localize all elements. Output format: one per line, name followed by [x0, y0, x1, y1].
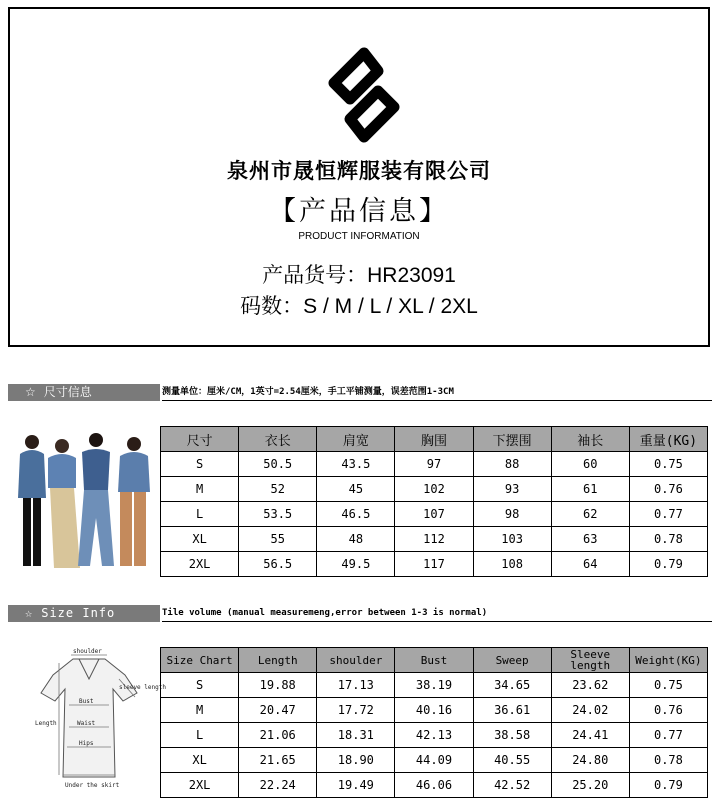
table-cell: 46.06	[395, 773, 473, 798]
table-cell: 49.5	[317, 552, 395, 577]
table-header-row	[161, 427, 708, 452]
table-cell: S	[161, 673, 239, 698]
table-cell: 88	[473, 452, 551, 477]
table-cell: 61	[551, 477, 629, 502]
table-cell: 97	[395, 452, 473, 477]
size-table-cn	[160, 426, 708, 577]
table-cell: 42.13	[395, 723, 473, 748]
table-row	[161, 502, 708, 527]
table-header-row	[161, 648, 708, 673]
diagram-label-hem: Under the skirt	[65, 782, 120, 789]
table-cell: 46.5	[317, 502, 395, 527]
table-cell: 62	[551, 502, 629, 527]
company-name: 泉州市晟恒辉服装有限公司	[227, 158, 491, 183]
table-cell: 112	[395, 527, 473, 552]
table-cell: 53.5	[239, 502, 317, 527]
table-cell: 19.49	[317, 773, 395, 798]
table-cell: 56.5	[239, 552, 317, 577]
table-cell: 64	[551, 552, 629, 577]
table-row	[161, 748, 708, 773]
column-header: Sweep	[473, 648, 551, 673]
table-cell: 42.52	[473, 773, 551, 798]
table-cell: 63	[551, 527, 629, 552]
table-cell: M	[161, 698, 239, 723]
table-row	[161, 552, 708, 577]
table-cell: 24.02	[551, 698, 629, 723]
table-cell: 93	[473, 477, 551, 502]
table-row	[161, 673, 708, 698]
table-cell: 0.76	[629, 477, 707, 502]
table-cell: 0.78	[629, 527, 707, 552]
table-cell: 43.5	[317, 452, 395, 477]
table-cell: 19.88	[239, 673, 317, 698]
column-header: Size Chart	[161, 648, 239, 673]
diagram-label-bust: Bust	[79, 698, 94, 705]
table-cell: 38.19	[395, 673, 473, 698]
table-cell: 34.65	[473, 673, 551, 698]
table-cell: 36.61	[473, 698, 551, 723]
column-header: Weight(KG)	[629, 648, 707, 673]
table-cell: 24.80	[551, 748, 629, 773]
table-row	[161, 773, 708, 798]
column-header: Length	[239, 648, 317, 673]
section-heading-cn	[8, 384, 160, 401]
table-cell: L	[161, 502, 239, 527]
column-header: 肩宽	[317, 427, 395, 452]
table-cell: 38.58	[473, 723, 551, 748]
column-header: 重量(KG)	[629, 427, 707, 452]
table-cell: S	[161, 452, 239, 477]
table-cell: 0.79	[629, 552, 707, 577]
diagram-label-hips: Hips	[79, 740, 94, 747]
table-cell: 0.75	[629, 452, 707, 477]
model-photo	[10, 428, 156, 576]
table-cell: 22.24	[239, 773, 317, 798]
measurement-note-en: Tile volume (manual measuremeng,error between 1-3 is normal)	[162, 605, 712, 622]
table-row	[161, 698, 708, 723]
diagram-label-waist: Waist	[77, 720, 96, 727]
diagram-label-shoulder: shoulder	[73, 648, 102, 655]
table-cell: 21.65	[239, 748, 317, 773]
table-cell: 60	[551, 452, 629, 477]
table-cell: 17.13	[317, 673, 395, 698]
column-header: 袖长	[551, 427, 629, 452]
table-cell: 103	[473, 527, 551, 552]
product-item-number: 产品货号：HR23091	[262, 264, 456, 287]
table-cell: 0.77	[629, 502, 707, 527]
table-cell: 2XL	[161, 552, 239, 577]
table-row	[161, 452, 708, 477]
dress-measurement-diagram	[33, 648, 166, 793]
product-info-title: 【产品信息】	[269, 196, 449, 227]
table-row	[161, 723, 708, 748]
table-cell: 107	[395, 502, 473, 527]
product-header-card	[8, 7, 710, 347]
table-cell: 40.55	[473, 748, 551, 773]
table-cell: 2XL	[161, 773, 239, 798]
table-cell: XL	[161, 527, 239, 552]
column-header: 胸围	[395, 427, 473, 452]
column-header: Bust	[395, 648, 473, 673]
table-cell: 48	[317, 527, 395, 552]
table-cell: XL	[161, 748, 239, 773]
size-table-en	[160, 647, 708, 798]
column-header: shoulder	[317, 648, 395, 673]
table-cell: 24.41	[551, 723, 629, 748]
table-cell: 0.78	[629, 748, 707, 773]
table-cell: 102	[395, 477, 473, 502]
column-header: 下摆围	[473, 427, 551, 452]
column-header: 尺寸	[161, 427, 239, 452]
table-cell: 45	[317, 477, 395, 502]
table-cell: 25.20	[551, 773, 629, 798]
product-size-range: 码数：S / M / L / XL / 2XL	[240, 295, 478, 318]
section-heading-label: Size Info	[41, 606, 116, 620]
table-cell: 52	[239, 477, 317, 502]
table-cell: 0.79	[629, 773, 707, 798]
table-cell: 40.16	[395, 698, 473, 723]
table-row	[161, 477, 708, 502]
section-heading-en	[8, 605, 160, 622]
table-cell: 55	[239, 527, 317, 552]
star-icon: ☆	[25, 385, 36, 399]
table-cell: 17.72	[317, 698, 395, 723]
product-info-subtitle: PRODUCT INFORMATION	[298, 231, 420, 242]
table-cell: 23.62	[551, 673, 629, 698]
table-cell: 18.90	[317, 748, 395, 773]
column-header: Sleeve length	[551, 648, 629, 673]
table-cell: 20.47	[239, 698, 317, 723]
table-cell: 0.76	[629, 698, 707, 723]
table-cell: 98	[473, 502, 551, 527]
table-cell: 0.77	[629, 723, 707, 748]
table-cell: 18.31	[317, 723, 395, 748]
table-cell: 44.09	[395, 748, 473, 773]
table-cell: M	[161, 477, 239, 502]
column-header: 衣长	[239, 427, 317, 452]
table-cell: 50.5	[239, 452, 317, 477]
brand-logo-icon	[324, 45, 404, 145]
table-cell: 0.75	[629, 673, 707, 698]
table-cell: 108	[473, 552, 551, 577]
star-icon: ☆	[25, 606, 34, 620]
diagram-label-length: Length	[35, 720, 57, 727]
section-heading-label: 尺寸信息	[43, 385, 92, 399]
table-cell: 117	[395, 552, 473, 577]
measurement-note-cn: 测量单位：厘米/CM，1英寸=2.54厘米，手工平铺测量，误差范围1-3CM	[162, 384, 712, 401]
table-row	[161, 527, 708, 552]
table-cell: L	[161, 723, 239, 748]
table-cell: 21.06	[239, 723, 317, 748]
diagram-label-sleeve: sleeve length	[119, 684, 166, 691]
